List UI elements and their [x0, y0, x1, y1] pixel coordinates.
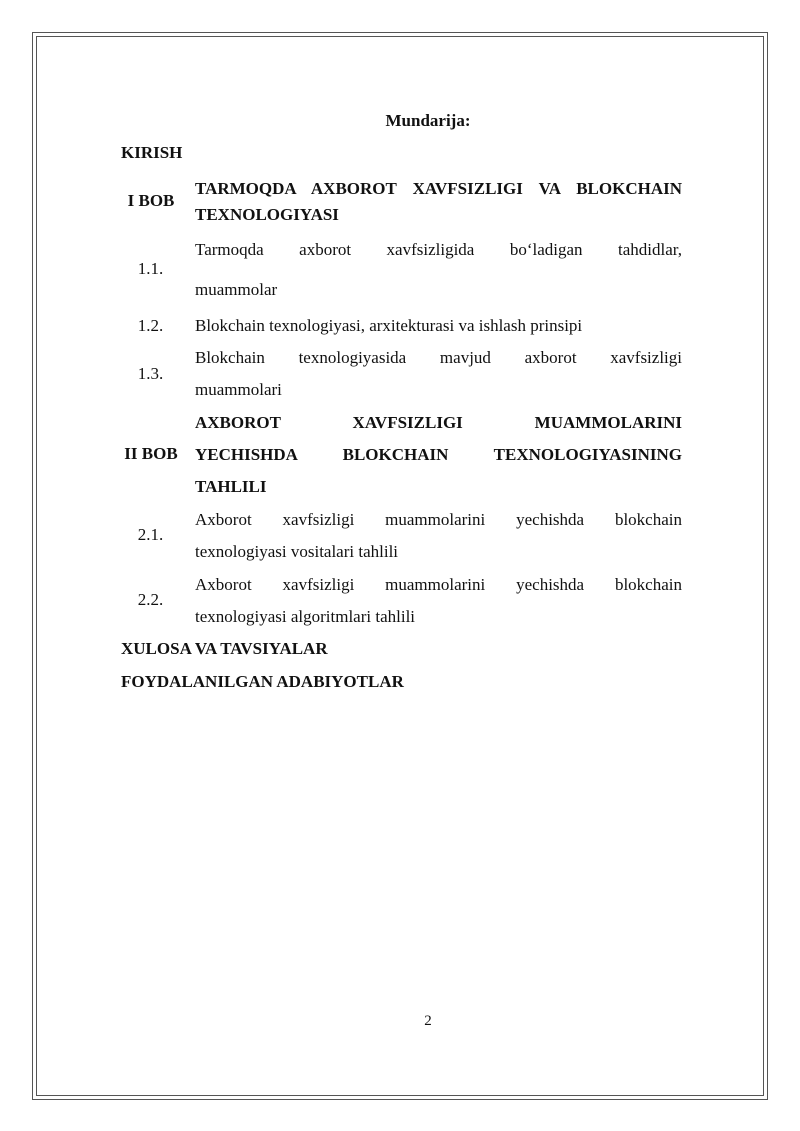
section-title	[195, 346, 682, 402]
section-title	[195, 572, 682, 630]
section-number: 1.1.	[137, 259, 164, 278]
section-title-line2: muammolar	[195, 280, 278, 299]
chapter-1-title-line2: TEXNOLOGIYASI	[195, 205, 339, 224]
section-title-line1: Blokchain texnologiyasida mavjud axborot xavfsizligi	[195, 348, 682, 367]
section-number: 2.1.	[137, 525, 164, 544]
section-title-line1: Axborot xavfsizligi muammolarini yechishda blokchain	[195, 510, 682, 529]
page-number: 2	[424, 1013, 432, 1029]
toc-conclusion: XULOSA VA TAVSIYALAR	[121, 639, 328, 658]
chapter-2-title-line2: YECHISHDA BLOKCHAIN TEXNOLOGIYASINING	[195, 445, 682, 464]
section-title	[195, 314, 682, 338]
toc-references: FOYDALANILGAN ADABIYOTLAR	[121, 672, 404, 691]
section-title-line2: muammolari	[195, 380, 282, 399]
section-title-line2: texnologiyasi vositalari tahlili	[195, 542, 399, 561]
section-title-line1: Tarmoqda axborot xavfsizligida bo‘ladigan tahdidlar,	[195, 240, 682, 259]
chapter-2-title-line3: TAHLILI	[195, 477, 267, 496]
chapter-2-label: II BOB	[124, 444, 178, 463]
toc-title: Mundarija:	[385, 111, 471, 130]
section-title	[195, 507, 682, 565]
toc-intro: KIRISH	[121, 143, 183, 162]
chapter-2-title-line1: AXBOROT XAVFSIZLIGI MUAMMOLARINI	[195, 413, 682, 432]
section-number: 1.2.	[137, 316, 164, 335]
section-title-line1: Blokchain texnologiyasi, arxitekturasi va ishlash prinsipi	[195, 316, 583, 335]
section-number: 1.3.	[137, 364, 164, 383]
chapter-1-title	[195, 174, 682, 230]
section-title-line2: texnologiyasi algoritmlari tahlili	[195, 607, 416, 626]
section-number: 2.2.	[137, 590, 164, 609]
chapter-1-title-line1: TARMOQDA AXBOROT XAVFSIZLIGI VA BLOKCHAIN	[195, 179, 682, 198]
chapter-1-label: I BOB	[127, 191, 175, 210]
section-title-line1: Axborot xavfsizligi muammolarini yechishda blokchain	[195, 575, 682, 594]
chapter-2-title	[195, 410, 682, 500]
section-title	[195, 237, 682, 303]
